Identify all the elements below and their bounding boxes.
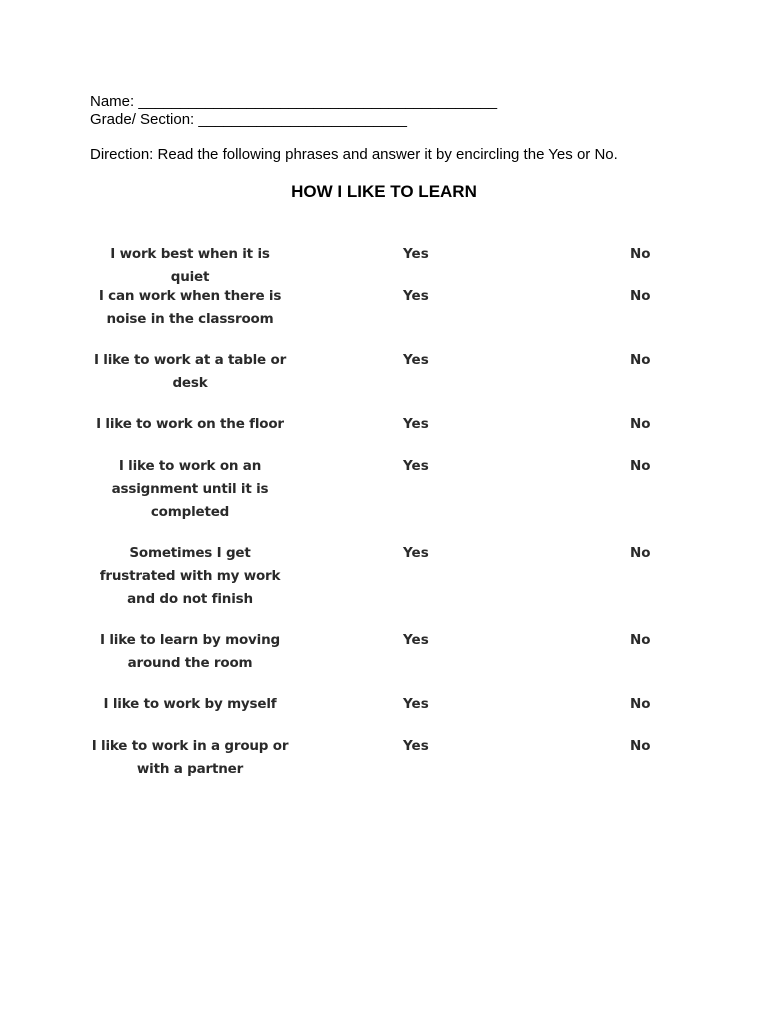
survey-statement: I like to work on an assignment until it is completed [111,458,269,520]
worksheet-title: HOW I LIKE TO LEARN [291,182,477,201]
yes-option[interactable]: Yes [403,246,429,262]
name-line[interactable]: Name: ___________________________________________ [90,93,498,110]
survey-statement: I like to work on the floor [96,416,284,432]
yes-option[interactable]: Yes [403,352,429,368]
survey-statement: I like to work in a group or with a partner [91,738,289,777]
survey-statement: Sometimes I get frustrated with my work and do not finish [99,545,281,607]
yes-option[interactable]: Yes [403,545,429,561]
yes-option[interactable]: Yes [403,632,429,648]
no-option[interactable]: No [630,288,651,304]
direction-text: Direction: Read the following phrases and answer it by encircling the Yes or No. [90,146,618,163]
yes-option[interactable]: Yes [403,738,429,754]
no-option[interactable]: No [630,632,651,648]
yes-option[interactable]: Yes [403,696,429,712]
survey-statement: I like to work by myself [103,696,277,712]
survey-statement: I like to learn by moving around the room [100,632,280,671]
no-option[interactable]: No [630,352,651,368]
survey-statement: I work best when it is quiet [110,246,270,285]
grade-section-line[interactable]: Grade/ Section: _________________________ [90,111,407,128]
survey-statement: I like to work at a table or desk [93,352,287,391]
no-option[interactable]: No [630,738,651,754]
no-option[interactable]: No [630,458,651,474]
no-option[interactable]: No [630,416,651,432]
yes-option[interactable]: Yes [403,288,429,304]
survey-statement: I can work when there is noise in the classroom [98,288,282,327]
no-option[interactable]: No [630,696,651,712]
yes-option[interactable]: Yes [403,458,429,474]
no-option[interactable]: No [630,246,651,262]
no-option[interactable]: No [630,545,651,561]
yes-option[interactable]: Yes [403,416,429,432]
